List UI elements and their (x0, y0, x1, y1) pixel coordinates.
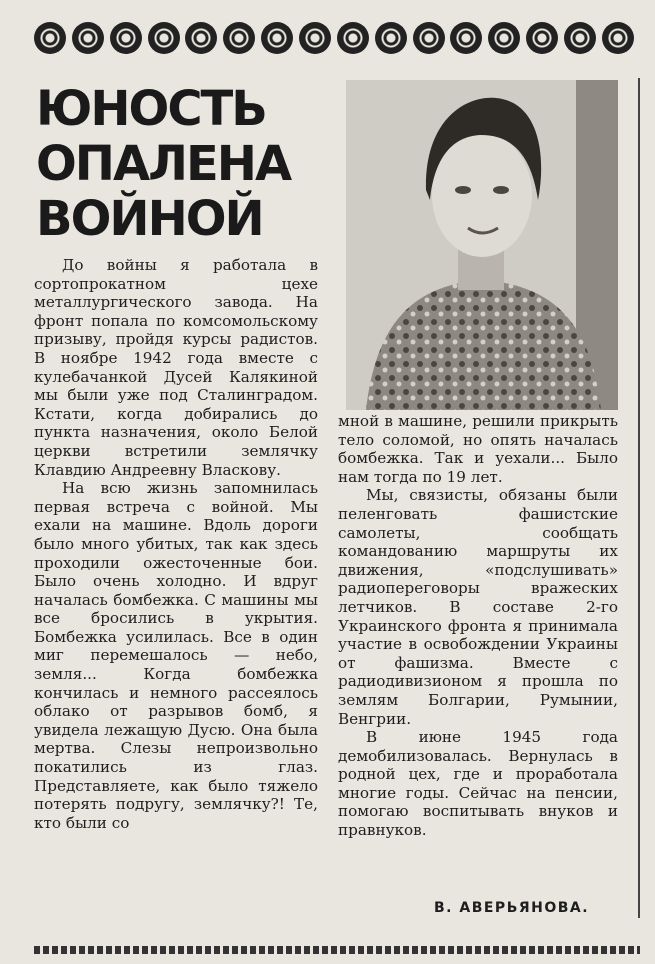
rosette-ornament-icon (185, 22, 217, 54)
paragraph: На всю жизнь запомнилась первая встреча с войной. Мы ехали на машине. Вдоль дороги было много убитых, так как здесь проходили ожесточенные бои. Было очень холодно. И вдруг началась бомбежка. С машины мы все бросились в укрытия. Бомбежка усилилась. Все в один миг перемешалось — небо, земля... Когда бомбежка кончилась и немного рассеялось облако от разрывов бомб, я увидела лежащую Дусю. Она была мертва. Слезы непроизвольно покатились из глаз. Представляете, как было тяжело потерять подругу, землячку?! Те, кто были со (34, 479, 318, 832)
rosette-ornament-icon (148, 22, 180, 54)
paragraph: До войны я работала в сортопрокатном цехе металлургического завода. На фронт попала по комсомольскому призыву, пройдя курсы радистов. В ноябре 1942 года вместе с кулебачанкой Дусей Калякиной мы были уже под Сталинградом. Кстати, когда добирались до пункта назначения, около Белой церкви встретили землячку Клавдию Андреевну Власкову. (34, 256, 318, 479)
bottom-border-rule (34, 946, 640, 954)
paragraph-continued: мной в машине, решили прикрыть тело соломой, но опять началась бомбежка. Так и уехали... Было нам тогда по 19 лет. (338, 412, 618, 486)
rosette-ornament-icon (72, 22, 104, 54)
article-headline (36, 81, 291, 247)
top-ornament-border (34, 20, 634, 56)
article-text-left-column (34, 256, 318, 832)
paragraph: В июне 1945 года демобилизовалась. Вернулась в родной цех, где и проработала многие годы. Сейчас на пенсии, помогаю воспитывать внуков и правнуков. (338, 728, 618, 840)
rosette-ornament-icon (110, 22, 142, 54)
rosette-ornament-icon (223, 22, 255, 54)
headline-line: ОПАЛЕНА (36, 136, 291, 192)
rosette-ornament-icon (337, 22, 369, 54)
rosette-ornament-icon (526, 22, 558, 54)
headline-line: ВОЙНОЙ (36, 191, 263, 247)
rosette-ornament-icon (602, 22, 634, 54)
paragraph: Мы, связисты, обязаны были пеленговать фашистские самолеты, сообщать командованию маршруты их движения, «подслушивать» радиопереговоры вражеских летчиков. В составе 2-го Украинского фронта я принимала участие в освобождении Украины от фашизма. Вместе с радиодивизионом я прошла по землям Болгарии, Румынии, Венгрии. (338, 486, 618, 728)
headline-line: ЮНОСТЬ (36, 81, 266, 137)
rosette-ornament-icon (488, 22, 520, 54)
rosette-ornament-icon (299, 22, 331, 54)
column-divider (638, 78, 640, 918)
rosette-ornament-icon (261, 22, 293, 54)
rosette-ornament-icon (413, 22, 445, 54)
rosette-ornament-icon (34, 22, 66, 54)
article-text-right-column (338, 412, 618, 840)
portrait-photo (346, 80, 618, 410)
author-signature: В. АВЕРЬЯНОВА. (434, 900, 590, 916)
rosette-ornament-icon (564, 22, 596, 54)
rosette-ornament-icon (375, 22, 407, 54)
rosette-ornament-icon (450, 22, 482, 54)
